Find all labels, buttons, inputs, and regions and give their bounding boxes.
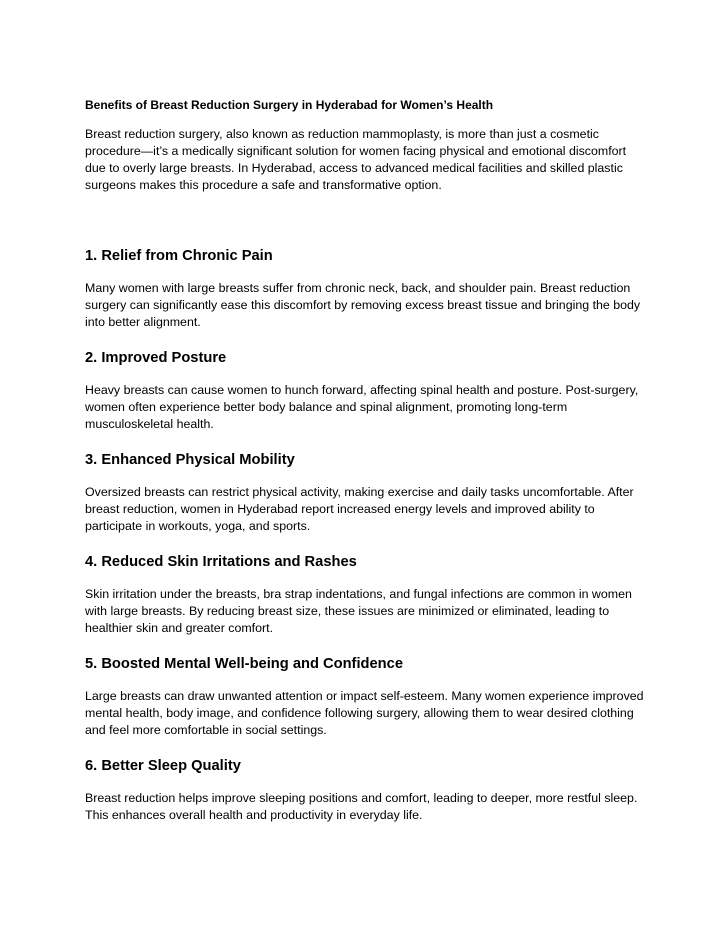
section-body: Oversized breasts can restrict physical activity, making exercise and daily tasks uncomfortable. After breast reduction, women in Hyderabad report increased energy levels and improved ability to participate in workouts, yoga, and sports. [85,485,634,533]
section-body: Breast reduction helps improve sleeping positions and comfort, leading to deeper, more restful sleep. This enhances overall health and productivity in everyday life. [85,791,638,822]
section-better-sleep-quality [85,757,645,824]
section-boosted-mental-well-being [85,655,645,739]
section-improved-posture [85,349,645,433]
section-heading: 5. Boosted Mental Well-being and Confidence [85,656,403,672]
section-heading: 1. Relief from Chronic Pain [85,248,273,264]
intro-paragraph: Breast reduction surgery, also known as reduction mammoplasty, is more than just a cosmetic procedure—it’s a medically significant solution for women facing physical and emotional discomfort due to overly large breasts. In Hyderabad, access to advanced medical facilities and skilled plastic surgeons makes this procedure a safe and transformative option. [85,127,627,192]
section-body: Heavy breasts can cause women to hunch forward, affecting spinal health and posture. Post-surgery, women often experience better body balance and spinal alignment, promoting long-term musculoskeletal health. [85,383,639,431]
section-heading: 2. Improved Posture [85,350,227,366]
document-title: Benefits of Breast Reduction Surgery in Hyderabad for Women’s Health [85,98,494,112]
section-relief-from-chronic-pain [85,247,645,331]
section-body: Many women with large breasts suffer from chronic neck, back, and shoulder pain. Breast reduction surgery can significantly ease this discomfort by removing excess breast tissue and bringing the body into better alignment. [85,281,641,329]
section-body: Large breasts can draw unwanted attention or impact self-esteem. Many women experience improved mental health, body image, and confidence following surgery, allowing them to wear desired clothing and feel more comfortable in social settings. [85,689,644,737]
section-heading: 4. Reduced Skin Irritations and Rashes [85,554,357,570]
section-body: Skin irritation under the breasts, bra strap indentations, and fungal infections are common in women with large breasts. By reducing breast size, these issues are minimized or eliminated, leading to healthier skin and greater comfort. [85,587,632,635]
section-enhanced-physical-mobility [85,451,645,535]
section-heading: 6. Better Sleep Quality [85,758,241,774]
section-heading: 3. Enhanced Physical Mobility [85,452,295,468]
document-page [85,96,645,822]
section-reduced-skin-irritations [85,553,645,637]
